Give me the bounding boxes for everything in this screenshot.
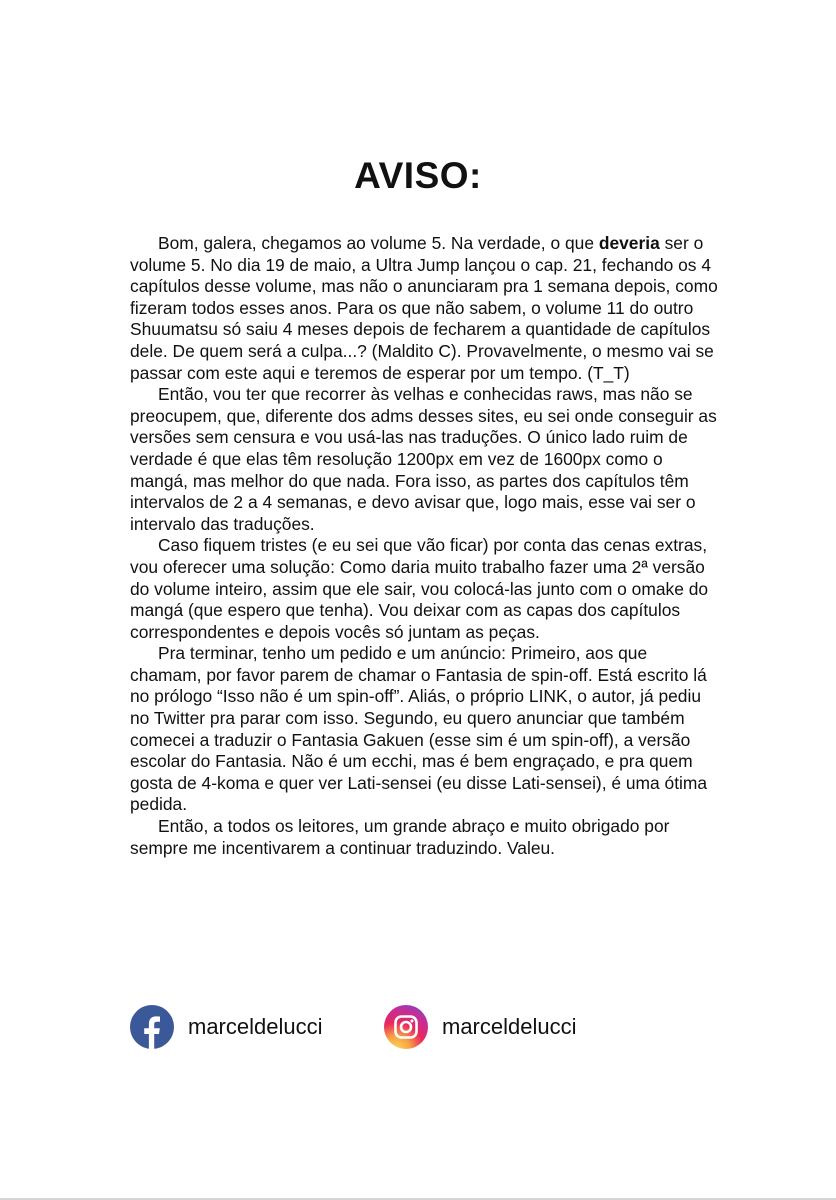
notice-paragraph: Caso fiquem tristes (e eu sei que vão ficar) por conta das cenas extras, vou oferecer uma solução: Como daria muito trabalho fazer uma 2ª versão do volume inteiro, assim que ele sair, vou colocá-las junto com o omake do mangá (que espero que tenha). Vou deixar com as capas dos capítulos correspondentes e depois vocês só juntam as peças. <box>130 535 709 642</box>
instagram-icon <box>384 1005 428 1049</box>
notice-paragraph: Bom, galera, chegamos ao volume 5. Na verdade, o que deveria ser o volume 5. No dia 19 de maio, a Ultra Jump lançou o cap. 21, fechando os 4 capítulos desse volume, mas não o anunciaram pra 1 semana depois, como fizeram todos esses anos. Para os que não sabem, o volume 11 do outro Shuumatsu só saiu 4 meses depois de fecharem a quantidade de capítulos dele. De quem será a culpa...? (Maldito C). Provavelmente, o mesmo vai se passar com este aqui e teremos de esperar por um tempo. (T_T) <box>130 233 718 383</box>
instagram-contact[interactable] <box>384 1004 577 1050</box>
instagram-handle[interactable]: marceldelucci <box>442 1014 577 1039</box>
facebook-handle[interactable]: marceldelucci <box>188 1014 323 1039</box>
facebook-contact[interactable] <box>130 1004 323 1050</box>
notice-body <box>130 233 722 859</box>
facebook-icon <box>130 1005 174 1049</box>
notice-paragraph: Pra terminar, tenho um pedido e um anúncio: Primeiro, aos que chamam, por favor parem de chamar o Fantasia de spin-off. Está escrito lá no prólogo “Isso não é um spin-off”. Aliás, o próprio LINK, o autor, já pediu no Twitter pra parar com isso. Segundo, eu quero anunciar que também comecei a traduzir o Fantasia Gakuen (esse sim é um spin-off), a versão escolar do Fantasia. Não é um ecchi, mas é bem engraçado, e pra quem gosta de 4-koma e quer ver Lati-sensei (eu disse Lati-sensei), é uma ótima pedida. <box>130 643 708 815</box>
notice-paragraph: Então, a todos os leitores, um grande abraço e muito obrigado por sempre me incentivarem a continuar traduzindo. Valeu. <box>130 816 670 858</box>
emphasis-deveria: deveria <box>598 233 660 253</box>
notice-paragraph: Então, vou ter que recorrer às velhas e conhecidas raws, mas não se preocupem, que, diferente dos adms desses sites, eu sei onde conseguir as versões sem censura e vou usá-las nas traduções. O único lado ruim de verdade é que elas têm resolução 1200px em vez de 1600px como o mangá, mas melhor do que nada. Fora isso, as partes dos capítulos têm intervalos de 2 a 4 semanas, e devo avisar que, logo mais, esse vai ser o intervalo das traduções. <box>130 384 717 534</box>
notice-title: AVISO: <box>354 155 482 196</box>
